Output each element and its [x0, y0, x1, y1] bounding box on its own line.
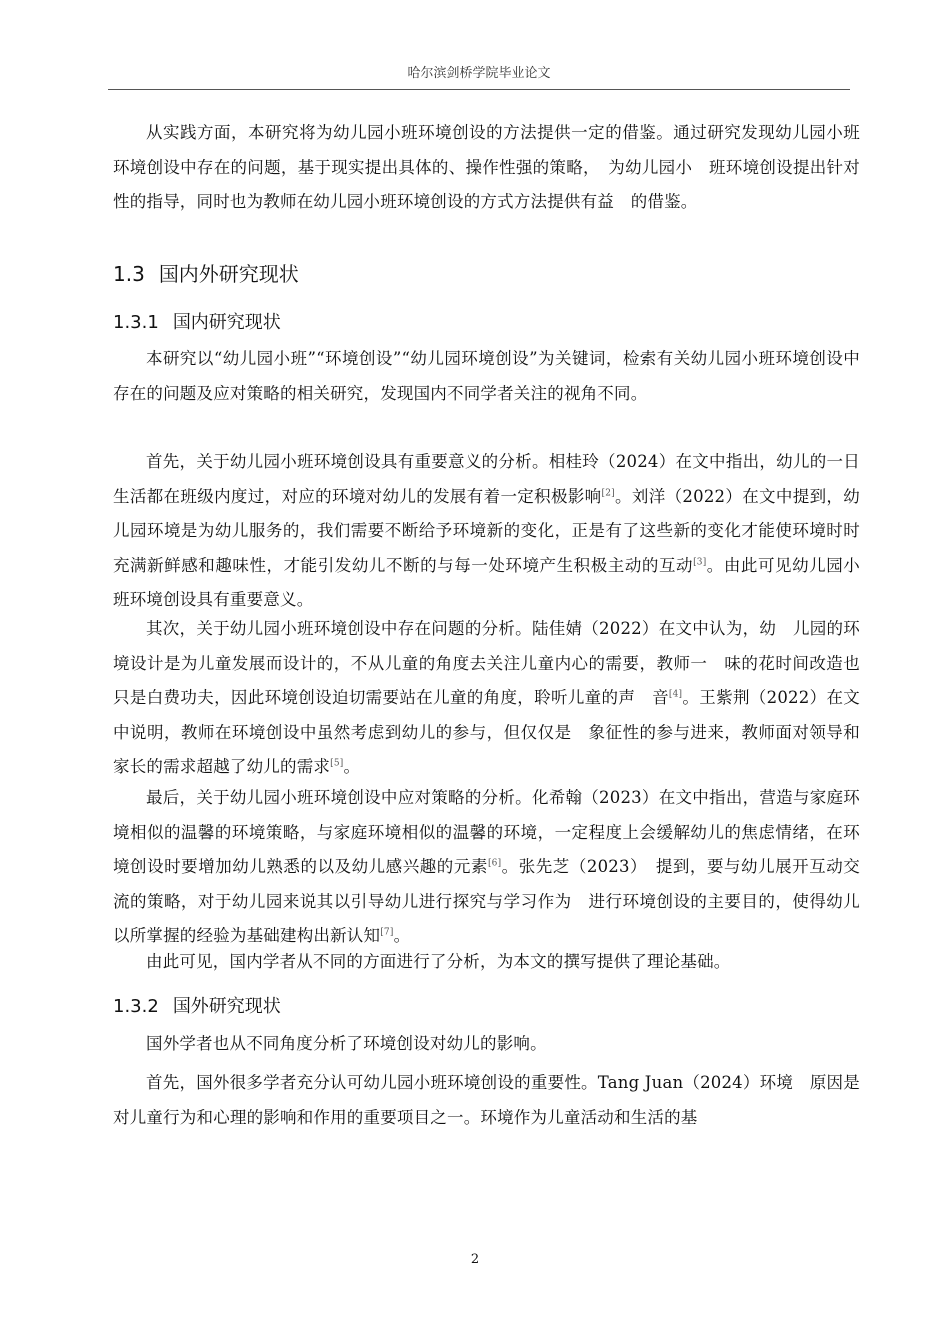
- section-title: 国外研究现状: [172, 996, 281, 1017]
- section-heading-1-3-2: [113, 992, 281, 1018]
- text-run: 。: [343, 757, 361, 776]
- section-heading-1-3-1: [113, 308, 281, 334]
- running-header: 哈尔滨剑桥学院毕业论文: [108, 62, 850, 90]
- section-number: 1.3.2: [113, 996, 159, 1017]
- paragraph-foreign-intro: 国外学者也从不同角度分析了环境创设对幼儿的影响。: [146, 1034, 547, 1053]
- citation-ref: [4]: [668, 689, 683, 700]
- text-run: 。: [393, 926, 411, 945]
- paragraph-domestic-intro: 本研究以“幼儿园小班”“环境创设”“幼儿园环境创设”为关键词，检索有关幼儿园小班环境创设中存在的问题及应对策略的相关研究，发现国内不同学者关注的视角不同。: [113, 349, 860, 403]
- paragraph-strategies-analysis: [113, 781, 860, 954]
- citation-ref: [2]: [601, 488, 615, 498]
- text-run: 。王紫荆（2022）在文中说明，教师在环境创设中虽然考虑到幼儿的参与，但仅仅是 象征性的参与进来，教师面对领导和家长的需求超越了幼儿的需求: [113, 688, 860, 776]
- section-title: 国内外研究现状: [158, 262, 299, 286]
- section-number: 1.3: [113, 262, 145, 286]
- citation-ref: [5]: [330, 758, 344, 769]
- text-run: 。由此可见幼儿园小班环境创设具有重要意义。: [113, 555, 860, 609]
- citation-ref: [6]: [487, 858, 502, 869]
- paragraph-problems-analysis: [113, 612, 860, 785]
- paragraph-practice-significance: 从实践方面，本研究将为幼儿园小班环境创设的方法提供一定的借鉴。通过研究发现幼儿园小班环境创设中存在的问题，基于现实提出具体的、操作性强的策略， 为幼儿园小 班环境创设提出针对性的指导，同时也为教师在幼儿园小班环境创设的方式方法提供有益 的借鉴。: [113, 123, 860, 211]
- paragraph-domestic-summary: 由此可见，国内学者从不同的方面进行了分析，为本文的撰写提供了理论基础。: [146, 952, 731, 971]
- section-title: 国内研究现状: [172, 312, 281, 333]
- page-number: 2: [470, 1252, 480, 1267]
- citation-ref: [3]: [693, 557, 707, 567]
- text-run: 最后，关于幼儿园小班环境创设中应对策略的分析。化希翰（2023）在文中指出，营造与家庭环境相似的温馨的环境策略，与家庭环境相似的温馨的环境，一定程度上会缓解幼儿的焦虑情绪，在环境创设时要增加幼儿熟悉的以及幼儿感兴趣的元素: [113, 788, 860, 876]
- text-run: 。刘洋（2022）在文中提到，幼儿园环境是为幼儿服务的，我们需要不断给予环境新的变化，正是有了这些新的变化才能使环境时时充满新鲜感和趣味性，才能引发幼儿不断的与每一处环境产生积极主动的互动: [113, 486, 860, 575]
- text-run: 其次，关于幼儿园小班环境创设中存在问题的分析。陆佳婧（2022）在文中认为，幼 儿园的环境设计是为儿童发展而设计的，不从儿童的角度去关注儿童内心的需要，教师一 味的花时间改造也只是白费功夫，因此环境创设迫切需要站在儿童的角度，聆听儿童的声 音: [113, 619, 860, 707]
- section-heading-1-3: [113, 258, 299, 287]
- paragraph-importance-analysis: [113, 445, 860, 618]
- text-run: 首先，关于幼儿园小班环境创设具有重要意义的分析。相桂玲（2024）在文中指出，幼儿的一日生活都在班级内度过，对应的环境对幼儿的发展有着一定积极影响: [113, 452, 860, 506]
- text-run: 。张先芝（2023） 提到，要与幼儿展开互动交流的策略，对于幼儿园来说其以引导幼儿进行探究与学习作为 进行环境创设的主要目的，使得幼儿以所掌握的经验为基础建构出新认知: [113, 857, 861, 945]
- section-number: 1.3.1: [113, 312, 159, 333]
- paragraph-foreign-importance: 首先，国外很多学者充分认可幼儿园小班环境创设的重要性。Tang Juan（2024）环境 原因是对儿童行为和心理的影响和作用的重要项目之一。环境作为儿童活动和生活的基: [113, 1073, 860, 1127]
- citation-ref: [7]: [380, 927, 394, 938]
